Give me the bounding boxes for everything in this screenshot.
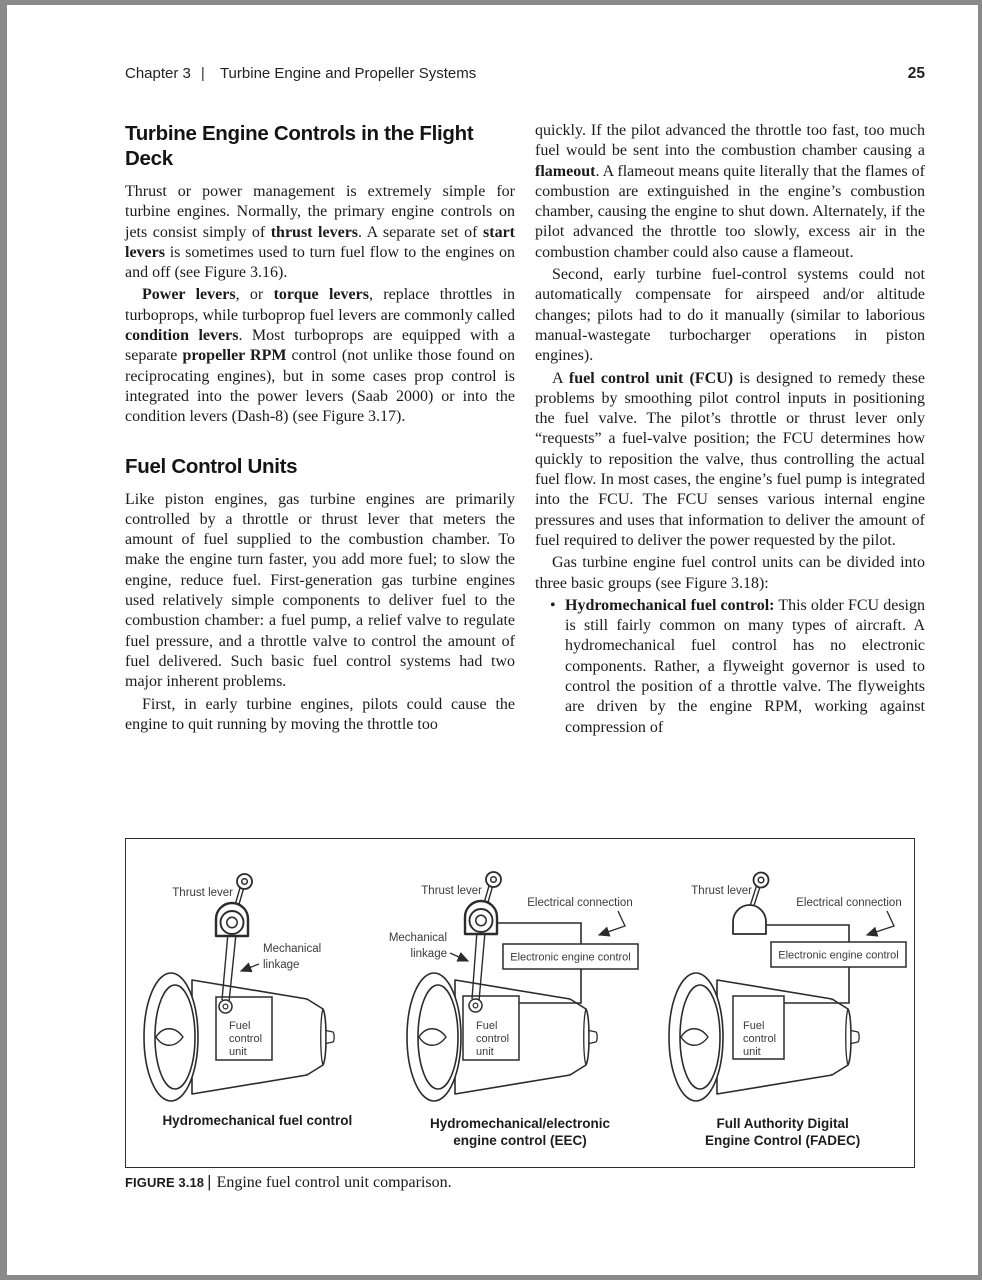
paragraph: First, in early turbine engines, pilots could cause the engine to quit running by moving the throttle too [125, 695, 515, 733]
paragraph: Gas turbine engine fuel control units can be divided into three basic groups (see Figure 3.18): [535, 554, 925, 592]
fcu-label-line: Fuel [743, 1020, 765, 1032]
paragraph: Thrust or power management is extremely simple for turbine engines. Normally, the primary engine controls on jets consist simply of thrust levers. A separate set of start levers is sometimes used to turn fuel flow to the engines on and off (see Figure 3.16). [125, 183, 515, 282]
paragraph: Power levers, or torque levers, replace throttles in turboprops, while turboprop fuel levers are commonly called condition levers. Most turboprops are equipped with a separate propeller RPM control (not unlike those found on reciprocating engines), but in some cases prop control is integrated into the power levers (Saab 2000) or into the condition levers (Dash-8) (see Figure 3.17). [125, 286, 516, 426]
page-header [125, 65, 925, 83]
electrical-arrow [599, 911, 625, 935]
linkage-arrow [241, 964, 259, 971]
fcu-label-line: unit [743, 1046, 762, 1058]
bold-term: torque levers [273, 286, 369, 304]
fcu-label-line: control [743, 1033, 777, 1045]
fcu-label-line: Fuel [229, 1020, 251, 1032]
bold-term: start levers [125, 223, 515, 261]
fuel-control-unit-box [733, 996, 784, 1059]
column-left [125, 121, 515, 738]
bullet-item: • Hydromechanical fuel control: This older FCU design is still fairly common on many types of aircraft. A hydromechanical fuel control has no electronic components. Rather, a flyweight governor is used to control the position of a throttle valve. The flyweights are driven by the engine RPM, working against compression of [550, 596, 925, 736]
fcu-label-line: unit [229, 1046, 247, 1058]
mechanical-linkage-label: linkage [410, 948, 447, 960]
paragraph: A fuel control unit (FCU) is designed to remedy these problems by smoothing pilot control inputs in positioning the fuel valve. The pilot’s throttle or thrust lever only “requests” a fuel-valve position; the FCU determines how quickly to reposition the valve, thus controlling the actual fuel flow. In most cases, the engine’s fuel pump is integrated into the FCU. The FCU senses various internal engine pressures and uses that information to deliver the amount of fuel required to deliver the power requested by the pilot. [535, 369, 926, 549]
column-right [535, 121, 925, 738]
bold-term: flameout [535, 162, 596, 180]
panel-eec [389, 839, 652, 1167]
section-heading: Turbine Engine Controls in the Flight Deck [125, 122, 474, 170]
header-divider: | [200, 65, 205, 82]
electronic-engine-control-box [771, 942, 906, 967]
figure-caption [125, 1172, 452, 1192]
fcu-label-line: unit [475, 1046, 494, 1058]
electronic-engine-control-box [503, 944, 638, 969]
bold-term: condition levers [125, 327, 239, 345]
caption-line: Full Authority Digital [716, 1116, 849, 1131]
bold-term: Hydromechanical fuel control: [565, 596, 775, 614]
linkage-arrow [450, 953, 468, 961]
thrust-lever [216, 874, 252, 936]
thrust-lever-label: Thrust lever [172, 887, 233, 899]
panel-caption [651, 1115, 914, 1149]
figure-caption-divider: | [207, 1172, 212, 1191]
eec-label: Electronic engine control [509, 951, 631, 964]
page-number: 25 [907, 65, 925, 82]
paragraph: quickly. If the pilot advanced the throttle too fast, too much fuel would be sent into the combustion chamber causing a flameout. A flameout means quite literally that the flames of combustion are extinguished in the engine’s combustion chamber, causing the engine to shut down. Alternately, if the pilot advanced the throttle too slowly, excess air in the combustion chamber could also cause a flameout. [535, 122, 925, 261]
fcu-label-line: Fuel [475, 1020, 498, 1032]
figure-3-18 [125, 838, 915, 1168]
mechanical-linkage-label: Mechanical [388, 932, 447, 944]
caption-line: Engine Control (FADEC) [705, 1133, 861, 1148]
caption-line: Hydromechanical fuel control [162, 1113, 353, 1128]
bold-term: propeller RPM [182, 347, 287, 365]
bold-term: Power levers [142, 286, 236, 304]
book-page [7, 5, 978, 1275]
thrust-lever-label: Thrust lever [420, 885, 482, 897]
fcu-label-line: control [475, 1033, 509, 1045]
paragraph: Second, early turbine fuel-control systems could not automatically compensate for airspeed and/or altitude changes; pilots had to do it manually (similar to laborious manual-wastegate turbocharger operations in piston engines). [535, 266, 925, 365]
panel-hydromechanical [126, 839, 389, 1167]
section-heading: Fuel Control Units [125, 454, 298, 478]
chapter-label: Chapter 3 [125, 65, 191, 82]
eec-label: Electronic engine control [778, 949, 900, 962]
panel-caption [389, 1115, 652, 1149]
electrical-connection-label: Electrical connection [526, 897, 633, 909]
thrust-lever [465, 872, 501, 934]
mechanical-linkage-label: Mechanical [263, 943, 322, 955]
text-columns [125, 121, 925, 738]
fcu-label-line: control [229, 1033, 263, 1045]
running-head [125, 65, 482, 82]
bullet-marker: • [550, 596, 556, 614]
figure-caption-label: FIGURE 3.18 [125, 1175, 205, 1190]
electrical-connection-label: Electrical connection [796, 897, 903, 909]
chapter-title: Turbine Engine and Propeller Systems [219, 65, 477, 82]
mechanical-linkage-label: linkage [263, 959, 300, 971]
bold-term: fuel control unit (FCU) [568, 369, 734, 387]
thrust-lever-label: Thrust lever [691, 885, 753, 897]
panel-caption [126, 1112, 389, 1129]
caption-line: Hydromechanical/electronic [429, 1116, 611, 1131]
caption-line: engine control (EEC) [453, 1133, 587, 1148]
bold-term: thrust levers [270, 223, 359, 241]
thrust-lever [733, 873, 769, 935]
panel-fadec [651, 839, 914, 1167]
figure-caption-text: Engine fuel control unit comparison. [216, 1174, 452, 1191]
paragraph: Like piston engines, gas turbine engines are primarily controlled by a throttle or thrust lever that meters the amount of fuel supplied to the combustion chamber. To make the engine turn faster, you add more fuel; to slow the engine, reduce fuel. First-generation gas turbine engines used relatively simple components to deliver fuel to the combustion chamber: a fuel pump, a relief valve to regulate fuel pressure, and a throttle valve to control the amount of fuel delivered. Such basic fuel control systems had two major inherent problems. [125, 490, 515, 691]
electrical-arrow [867, 911, 894, 935]
